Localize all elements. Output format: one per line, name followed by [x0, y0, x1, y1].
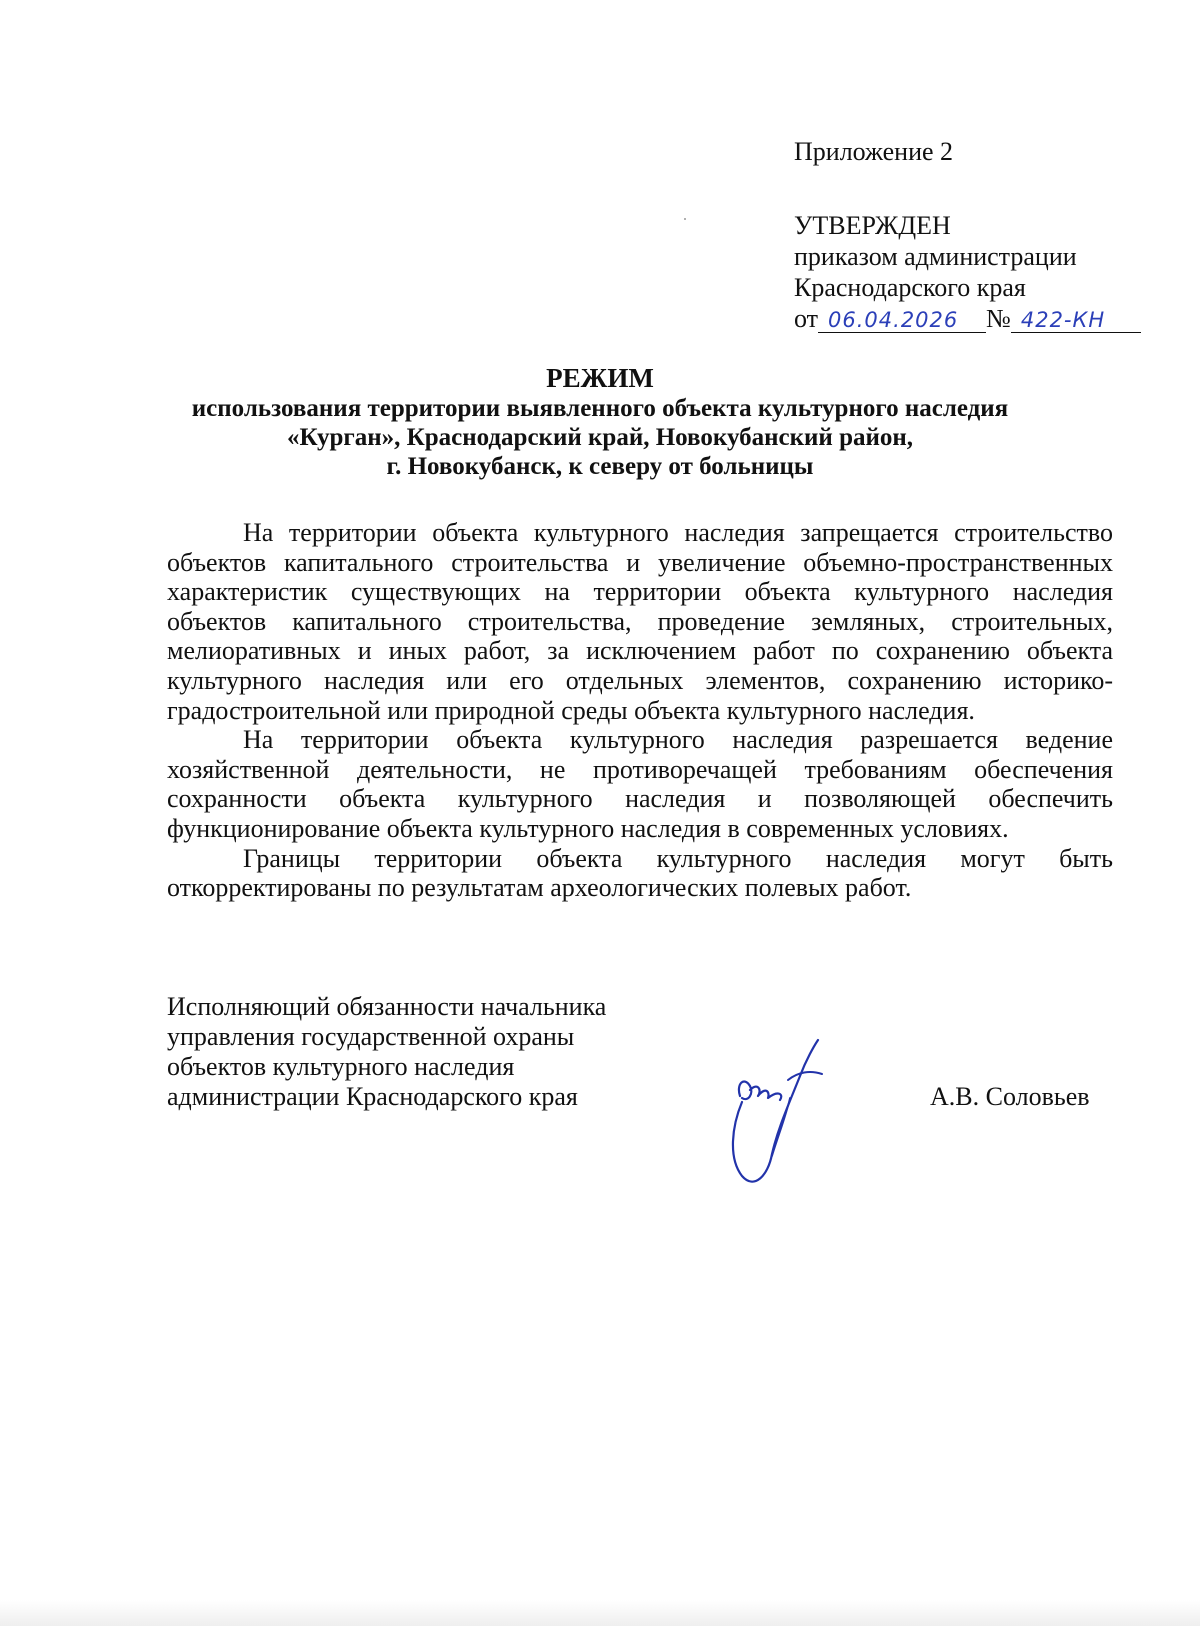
approval-stamp-block: [794, 136, 1174, 334]
annex-label: Приложение 2: [794, 137, 954, 166]
signatory-position-block: [167, 992, 697, 1112]
signer-name: А.В. Соловьев: [930, 1082, 1090, 1111]
scan-speck: [684, 218, 686, 220]
order-date-number-line: [794, 303, 1174, 334]
document-body: [167, 518, 1113, 903]
title-line-3: г. Новокубанск, к северу от больницы: [386, 453, 814, 480]
approved-label: УТВЕРЖДЕН: [794, 211, 951, 240]
body-paragraph: На территории объекта культурного наследия запрещается строительство объектов капитального строительства и увеличение объемно-пространственных характеристик существующих на территории объекта культурного наследия объектов капитального строительства, проведение земляных, строительных, мелиоративных и иных работ, за исключением работ по сохранению объекта культурного наследия или его отдельных элементов, сохранению историко-градостроительной или природной среды объекта культурного наследия.: [167, 518, 1113, 725]
position-line-2: управления государственной охраны: [167, 1022, 575, 1051]
body-paragraph: На территории объекта культурного наследия разрешается ведение хозяйственной деятельности, не противоречащей требованиям обеспечения сохранности объекта культурного наследия и позволяющей обеспечить функционирование объекта культурного наследия в современных условиях.: [167, 725, 1113, 843]
position-line-3: объектов культурного наследия: [167, 1052, 515, 1081]
title-line-2: «Курган», Краснодарский край, Новокубанский район,: [286, 424, 914, 451]
body-paragraph: Границы территории объекта культурного наследия могут быть откорректированы по результатам археологических полевых работ.: [167, 843, 1113, 903]
handwritten-date: 06.04.2026: [818, 308, 986, 333]
document-title-block: [150, 362, 1050, 481]
order-line-1: приказом администрации: [794, 242, 1077, 271]
scan-bottom-edge: [0, 1600, 1200, 1626]
order-line-2: Краснодарского края: [794, 273, 1026, 302]
handwritten-signature: [728, 1036, 828, 1184]
handwritten-order-number: 422-КН: [1011, 308, 1141, 333]
document-title: РЕЖИМ: [546, 363, 654, 393]
number-sign: №: [986, 304, 1011, 333]
title-line-1: использования территории выявленного объекта культурного наследия: [191, 395, 1009, 422]
position-line-1: Исполняющий обязанности начальника: [167, 992, 607, 1021]
position-line-4: администрации Краснодарского края: [167, 1082, 578, 1111]
date-prefix: от: [794, 304, 819, 333]
